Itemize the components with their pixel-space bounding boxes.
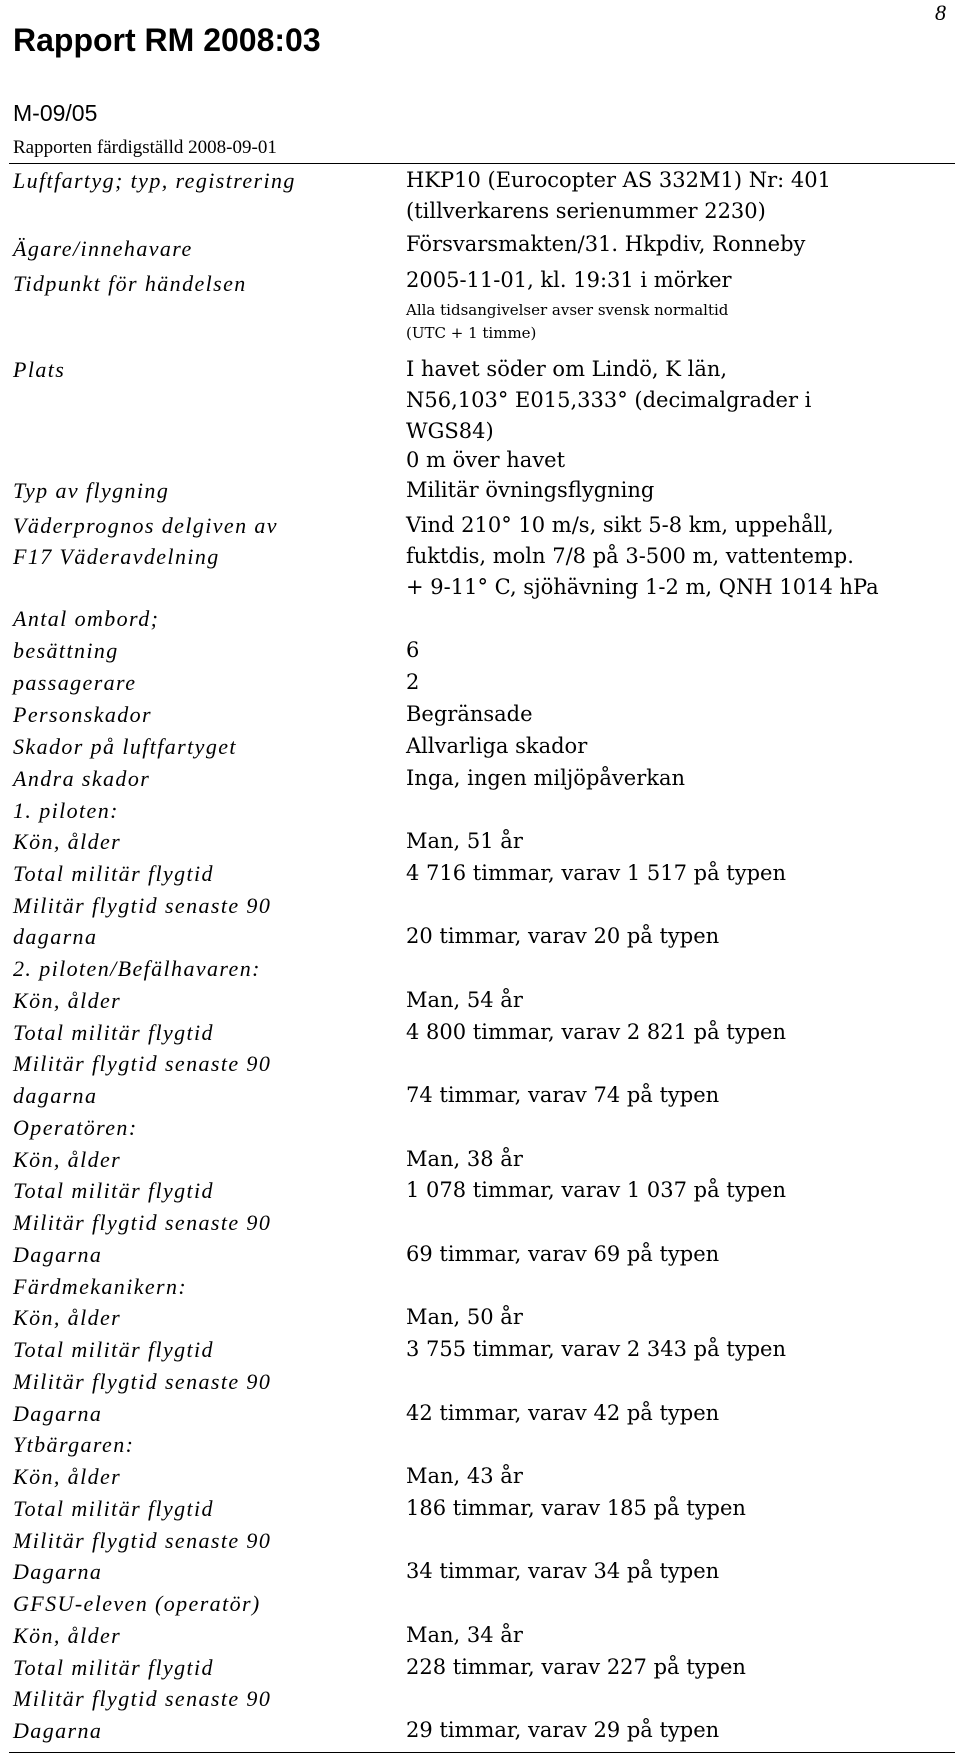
row-label: Militär flygtid senaste 90	[13, 1528, 272, 1553]
row-value: 29 timmar, varav 29 på typen	[406, 1718, 720, 1742]
row-label: Total militär flygtid	[13, 1496, 214, 1521]
row-label: Luftfartyg; typ, registrering	[13, 168, 296, 193]
page-number: 8	[935, 0, 946, 25]
table-row	[0, 1207, 960, 1239]
row-label: Kön, ålder	[13, 1147, 122, 1172]
row-value: Man, 38 år	[406, 1147, 523, 1171]
table-row	[0, 1461, 960, 1493]
row-value: 74 timmar, varav 74 på typen	[406, 1083, 720, 1107]
table-row	[0, 1112, 960, 1144]
table-row	[0, 475, 960, 510]
table-row	[0, 1175, 960, 1207]
row-label: Militär flygtid senaste 90	[13, 1369, 272, 1394]
row-label: Militär flygtid senaste 90	[13, 1210, 272, 1235]
table-row	[0, 1017, 960, 1048]
row-label: Plats	[13, 357, 66, 382]
table-row	[0, 699, 960, 731]
table-row	[0, 541, 960, 572]
table-row	[0, 1144, 960, 1175]
top-divider	[9, 163, 955, 164]
row-label: Färdmekanikern:	[13, 1274, 188, 1299]
row-value: 2005-11-01, kl. 19:31 i mörker	[406, 268, 732, 292]
table-row	[0, 635, 960, 667]
row-label: F17 Väderavdelning	[13, 544, 220, 569]
row-label: Tidpunkt för händelsen	[13, 271, 247, 296]
row-value: 186 timmar, varav 185 på typen	[406, 1496, 746, 1520]
row-label: Militär flygtid senaste 90	[13, 1051, 272, 1076]
row-label: Operatören:	[13, 1115, 138, 1140]
row-value: 4 716 timmar, varav 1 517 på typen	[406, 861, 786, 885]
table-row	[0, 921, 960, 953]
row-label: besättning	[13, 638, 119, 663]
bottom-divider	[9, 1752, 955, 1753]
row-label: Antal ombord;	[13, 606, 160, 631]
row-label: Dagarna	[13, 1559, 103, 1584]
row-label: Kön, ålder	[13, 829, 122, 854]
table-row	[0, 953, 960, 985]
table-row	[0, 826, 960, 858]
row-value: Man, 51 år	[406, 829, 523, 853]
row-value: (tillverkarens serienummer 2230)	[406, 199, 766, 223]
row-label: Dagarna	[13, 1401, 103, 1426]
row-value: Man, 34 år	[406, 1623, 523, 1647]
row-label: Personskador	[13, 702, 153, 727]
row-label: dagarna	[13, 924, 98, 949]
table-row	[0, 1493, 960, 1525]
table-row	[0, 1715, 960, 1747]
table-row	[0, 1398, 960, 1429]
row-label: Total militär flygtid	[13, 1337, 214, 1362]
report-title: Rapport RM 2008:03	[13, 22, 321, 58]
row-value: (UTC + 1 timme)	[406, 324, 537, 342]
row-label: Ägare/innehavare	[13, 236, 193, 261]
table-row	[0, 858, 960, 890]
table-row	[0, 1620, 960, 1652]
table-row	[0, 667, 960, 699]
table-row	[0, 763, 960, 795]
table-row	[0, 1334, 960, 1366]
row-label: Kön, ålder	[13, 988, 122, 1013]
table-row	[0, 985, 960, 1017]
row-value: Försvarsmakten/31. Hkpdiv, Ronneby	[406, 232, 806, 256]
table-row	[0, 1429, 960, 1461]
table-row	[0, 572, 960, 603]
completion-date: Rapporten färdigställd 2008-09-01	[13, 137, 277, 158]
table-row	[0, 1683, 960, 1715]
row-value: 1 078 timmar, varav 1 037 på typen	[406, 1178, 786, 1202]
row-label: Total militär flygtid	[13, 1178, 214, 1203]
row-label: Väderprognos delgiven av	[13, 513, 278, 538]
row-label: Kön, ålder	[13, 1623, 122, 1648]
row-label: Militär flygtid senaste 90	[13, 893, 272, 918]
table-row	[0, 1048, 960, 1080]
row-value: Militär övningsflygning	[406, 478, 655, 502]
row-value: Man, 50 år	[406, 1305, 523, 1329]
row-label: Skador på luftfartyget	[13, 734, 237, 759]
row-value: 34 timmar, varav 34 på typen	[406, 1559, 720, 1583]
table-row	[0, 731, 960, 763]
table-row	[0, 227, 960, 265]
table-row	[0, 1652, 960, 1683]
table-row	[0, 1302, 960, 1334]
row-value: HKP10 (Eurocopter AS 332M1) Nr: 401	[406, 168, 831, 192]
case-number: M-09/05	[13, 100, 98, 126]
row-label: GFSU-eleven (operatör)	[13, 1591, 261, 1616]
row-value: WGS84)	[406, 419, 494, 443]
row-label: passagerare	[13, 670, 137, 695]
table-row	[0, 1271, 960, 1302]
row-value: Inga, ingen miljöpåverkan	[406, 766, 686, 790]
row-label: Total militär flygtid	[13, 861, 214, 886]
row-label: Dagarna	[13, 1718, 103, 1743]
row-label: 2. piloten/Befälhavaren:	[13, 956, 261, 981]
row-value: Man, 43 år	[406, 1464, 523, 1488]
row-value: Begränsade	[406, 702, 533, 726]
row-value: 69 timmar, varav 69 på typen	[406, 1242, 720, 1266]
row-value: 228 timmar, varav 227 på typen	[406, 1655, 746, 1679]
table-row	[0, 510, 960, 541]
row-label: Kön, ålder	[13, 1464, 122, 1489]
table-row	[0, 1366, 960, 1398]
table-row	[0, 354, 960, 385]
facts-table	[0, 165, 960, 1747]
row-label: Total militär flygtid	[13, 1655, 214, 1680]
row-label: Militär flygtid senaste 90	[13, 1686, 272, 1711]
table-row	[0, 385, 960, 416]
table-row	[0, 196, 960, 227]
row-value: 4 800 timmar, varav 2 821 på typen	[406, 1020, 786, 1044]
row-value: 0 m över havet	[406, 448, 566, 472]
row-value: 42 timmar, varav 42 på typen	[406, 1401, 720, 1425]
row-label: Typ av flygning	[13, 478, 170, 503]
row-label: Dagarna	[13, 1242, 103, 1267]
table-row	[0, 322, 960, 354]
table-row	[0, 416, 960, 445]
row-value: fuktdis, moln 7/8 på 3-500 m, vattentemp.	[406, 544, 854, 568]
table-row	[0, 1239, 960, 1271]
table-row	[0, 1588, 960, 1620]
table-row	[0, 299, 960, 322]
row-value: 6	[406, 638, 420, 662]
row-value: N56,103° E015,333° (decimalgrader i	[406, 388, 812, 412]
row-value: I havet söder om Lindö, K län,	[406, 357, 728, 381]
table-row	[0, 603, 960, 635]
row-value: 3 755 timmar, varav 2 343 på typen	[406, 1337, 786, 1361]
row-label: 1. piloten:	[13, 798, 119, 823]
row-label: dagarna	[13, 1083, 98, 1108]
table-row	[0, 265, 960, 299]
table-row	[0, 445, 960, 475]
table-row	[0, 795, 960, 826]
table-row	[0, 1080, 960, 1112]
row-value: Allvarliga skador	[406, 734, 588, 758]
row-value: 2	[406, 670, 420, 694]
row-value: 20 timmar, varav 20 på typen	[406, 924, 720, 948]
row-value: Alla tidsangivelser avser svensk normaltid	[406, 301, 729, 319]
row-label: Total militär flygtid	[13, 1020, 214, 1045]
table-row	[0, 1556, 960, 1588]
row-label: Andra skador	[13, 766, 151, 791]
table-row	[0, 165, 960, 196]
table-row	[0, 890, 960, 921]
row-value: Man, 54 år	[406, 988, 523, 1012]
row-value: + 9-11° C, sjöhävning 1-2 m, QNH 1014 hPa	[406, 575, 879, 599]
table-row	[0, 1525, 960, 1556]
row-label: Ytbärgaren:	[13, 1432, 135, 1457]
row-value: Vind 210° 10 m/s, sikt 5-8 km, uppehåll,	[406, 513, 834, 537]
row-label: Kön, ålder	[13, 1305, 122, 1330]
